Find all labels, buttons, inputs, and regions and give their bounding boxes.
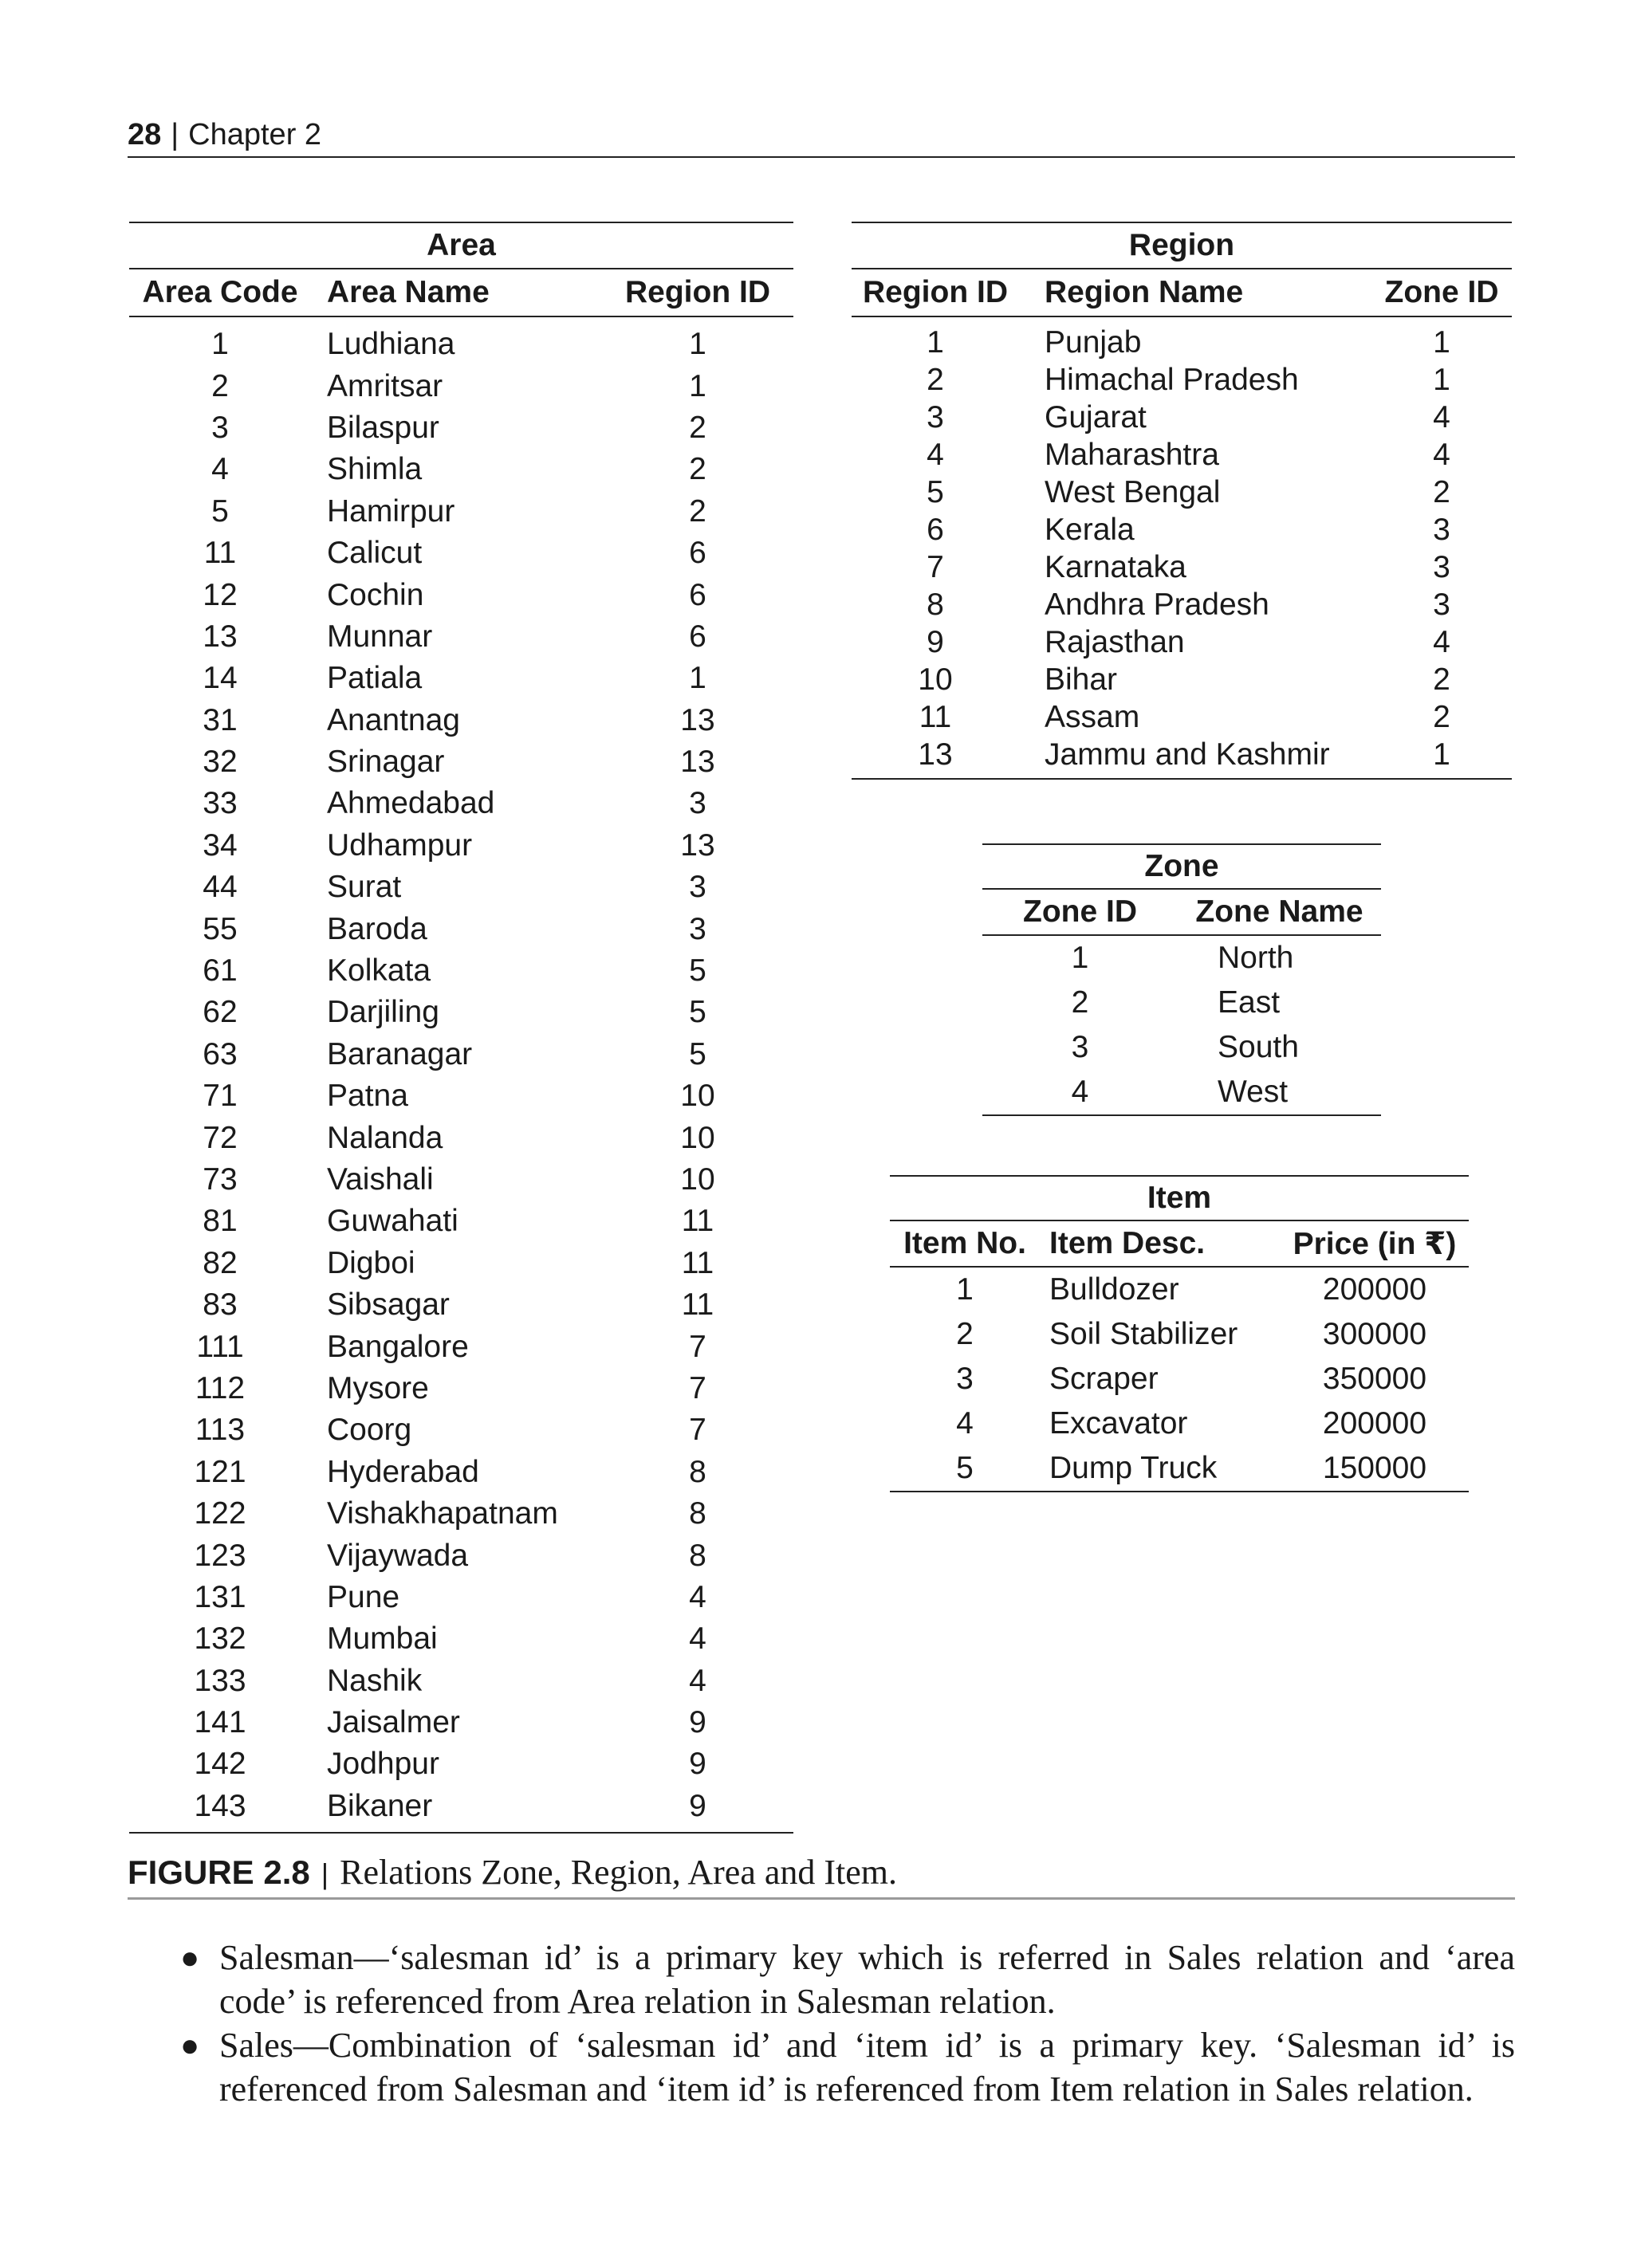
table-cell: 4 [1433,399,1450,434]
table-cell: 2 [1433,662,1450,697]
table-cell: 143 [129,1786,311,1833]
page-number: 28 [128,118,162,151]
table-row [982,1025,1381,1070]
table-row [129,825,793,867]
table-cell: West Bengal [1045,474,1221,509]
table-cell: 113 [195,1413,246,1448]
table-cell: 1 [1371,736,1512,779]
table-cell: 2 [1071,985,1089,1020]
table-cell: South [1218,1030,1299,1064]
table-cell: Mysore [327,1370,429,1405]
table-cell: 112 [195,1370,246,1405]
table-cell: Andhra Pradesh [1045,587,1269,622]
table-row [890,1357,1469,1401]
table-cell: 1 [211,327,229,362]
table-cell: 7 [689,1329,706,1364]
list-item-text: Salesman—‘salesman id’ is a primary key which is referred in Sales relation and ‘area code’ is referenced from Area relation in Salesman relation. [219,1938,1515,2021]
table-cell: 10 [680,1079,715,1114]
table-cell: Ludhiana [327,327,455,362]
table-cell: 2 [689,493,706,529]
table-cell: 122 [194,1496,246,1531]
table-cell: 141 [194,1705,246,1740]
table-cell: Kolkata [327,953,431,989]
table-cell: Munnar [327,619,433,654]
table-cell: 3 [689,870,706,905]
table-cell: 1 [689,368,706,403]
table-cell: 4 [956,1406,974,1441]
table-cell: 8 [689,1496,706,1531]
table-cell: Bilaspur [327,410,439,445]
item-table-caption: Item [890,1176,1469,1220]
table-cell: 10 [680,1162,715,1197]
table-cell: 72 [203,1120,238,1155]
table-cell: 73 [203,1162,238,1197]
table-row [852,511,1512,548]
region-table [852,222,1512,780]
table-row [852,436,1512,474]
table-cell: Scraper [1049,1362,1159,1396]
table-cell: Baranagar [327,1036,473,1071]
table-cell: 3 [1433,549,1450,584]
table-row [852,661,1512,698]
table-cell: 11 [681,1245,714,1280]
page-header [128,113,1515,158]
table-cell: 7 [689,1413,706,1448]
column-header: Zone Name [1178,889,1381,935]
table-cell: 3 [927,399,944,434]
table-cell: 4 [1433,437,1450,472]
table-row [129,449,793,490]
zone-table-caption: Zone [982,844,1381,889]
table-row [129,1452,793,1493]
table-cell: 12 [203,577,238,612]
list-item [128,1936,1515,2023]
table-cell: 6 [927,512,944,547]
table-cell: Udhampur [327,827,473,863]
table-row [129,908,793,949]
table-cell: 123 [194,1538,246,1573]
table-cell: Karnataka [1045,549,1186,584]
table-cell: Excavator [1049,1406,1188,1441]
list-item [128,2023,1515,2111]
table-row [129,365,793,407]
table-row [852,361,1512,399]
column-header: Region ID [602,269,793,316]
table-cell: 6 [689,619,706,654]
table-cell: 82 [203,1245,238,1280]
table-cell: 14 [203,661,238,696]
table-cell: 10 [918,662,953,697]
table-cell: 2 [1433,699,1450,734]
table-cell: Jodhpur [327,1747,439,1782]
table-cell: Vijaywada [327,1538,469,1573]
table-row [129,533,793,574]
table-cell: 2 [956,1317,974,1351]
table-row [852,548,1512,586]
table-cell: Digboi [327,1245,415,1280]
table-cell: 3 [1433,587,1450,622]
table-cell: Himachal Pradesh [1045,362,1299,397]
table-row [129,1075,793,1117]
chapter-title: Chapter 2 [188,118,322,151]
table-row [129,783,793,824]
table-row [129,992,793,1033]
table-cell: 6 [689,536,706,571]
table-cell: 3 [956,1362,974,1396]
table-cell: Sibsagar [327,1287,450,1323]
table-row [129,1535,793,1576]
region-table-caption: Region [852,222,1512,269]
table-row [852,623,1512,661]
table-cell: Patna [327,1079,408,1114]
area-table-caption: Area [129,222,793,269]
table-cell: 1 [1433,362,1450,397]
figure-text: Relations Zone, Region, Area and Item. [340,1853,898,1892]
table-row [129,1577,793,1618]
table-cell: 31 [203,702,238,737]
table-cell: 1 [1071,941,1089,975]
table-cell: 4 [927,437,944,472]
column-header: Area Name [311,269,602,316]
table-cell: 4 [982,1070,1178,1115]
header-separator: | [171,118,179,151]
table-row [129,1034,793,1075]
column-header: Region ID [852,269,1019,316]
table-row [890,1401,1469,1446]
table-row [129,1702,793,1743]
table-cell: Bihar [1045,662,1118,697]
table-cell: 3 [689,786,706,821]
table-cell: 11 [919,699,952,734]
table-cell: 71 [203,1079,238,1114]
table-cell: 150000 [1281,1446,1469,1492]
table-row [129,1243,793,1284]
table-row [852,586,1512,623]
table-cell: 1 [1433,324,1450,360]
table-cell: 32 [203,745,238,780]
table-cell: 1 [689,661,706,696]
table-cell: 1 [956,1272,974,1307]
table-cell: Gujarat [1045,399,1147,434]
table-cell: 11 [203,536,237,571]
table-cell: 2 [689,452,706,487]
table-cell: Coorg [327,1413,412,1448]
table-cell: Nalanda [327,1120,443,1155]
table-cell: 350000 [1322,1362,1427,1396]
table-row [129,1743,793,1785]
table-cell: Ahmedabad [327,786,495,821]
table-cell: 4 [1433,624,1450,659]
table-cell: 62 [203,995,238,1030]
table-cell: Mumbai [327,1621,438,1657]
table-row [982,1070,1381,1115]
table-cell: Bulldozer [1049,1272,1179,1307]
table-cell: 1 [927,324,944,360]
table-cell: Srinagar [327,745,445,780]
table-cell: Patiala [327,661,423,696]
list-item-text: Sales—Combination of ‘salesman id’ and ‘item id’ is a primary key. ‘Salesman id’ is referenced from Salesman and ‘item id’ is referenced from Item relation in Sales relation. [219,2026,1515,2109]
table-row [129,1284,793,1326]
table-cell: 44 [203,870,238,905]
table-row [852,698,1512,736]
bullet-list [128,1936,1515,2111]
table-row [129,616,793,658]
table-cell: 55 [203,911,238,946]
table-cell: Surat [327,870,402,905]
table-cell: Darjiling [327,995,439,1030]
table-cell: 5 [211,493,229,529]
column-header: Region Name [1019,269,1371,316]
table-cell: 133 [194,1663,246,1698]
table-cell: Maharashtra [1045,437,1219,472]
table-row [129,700,793,741]
table-cell: Cochin [327,577,424,612]
table-cell: 111 [196,1329,244,1364]
table-cell: Pune [327,1579,400,1614]
table-row [852,399,1512,436]
table-cell: Jaisalmer [327,1705,460,1740]
table-row [129,407,793,449]
table-cell: Guwahati [327,1204,458,1239]
table-cell: 11 [681,1204,714,1239]
zone-table [982,843,1381,1116]
table-cell: Punjab [1045,324,1142,360]
table-cell: 9 [927,624,944,659]
table-row [129,1117,793,1158]
table-cell: 7 [689,1370,706,1405]
table-row [129,1661,793,1702]
table-cell: 9 [602,1786,793,1833]
table-cell: 9 [689,1747,706,1782]
table-row [129,741,793,783]
table-row [852,474,1512,511]
table-row [982,981,1381,1025]
table-cell: 5 [927,474,944,509]
table-row [129,1368,793,1409]
table-cell: 3 [1071,1030,1089,1064]
table-row [129,867,793,908]
table-row [129,1201,793,1242]
table-cell: 132 [194,1621,246,1657]
table-cell: 8 [689,1454,706,1489]
table-cell: 5 [689,953,706,989]
column-header: Item No. [890,1220,1040,1267]
table-cell: 3 [689,911,706,946]
table-cell: Bangalore [327,1329,469,1364]
table-cell: 300000 [1322,1317,1427,1351]
table-row [890,1446,1469,1492]
table-row [129,658,793,699]
column-header: Zone ID [982,889,1178,935]
table-cell: Dump Truck [1040,1446,1281,1492]
table-cell: 4 [689,1621,706,1657]
table-cell: Bikaner [311,1786,602,1833]
table-cell: 8 [689,1538,706,1573]
table-cell: Kerala [1045,512,1135,547]
table-cell: Hamirpur [327,493,455,529]
bullet-icon: ● [180,1940,200,1975]
bullet-icon: ● [180,2027,200,2063]
table-row [129,950,793,992]
table-cell: 2 [927,362,944,397]
table-row [890,1267,1469,1312]
column-header: Price (in ₹) [1281,1220,1469,1267]
table-cell: 11 [681,1287,714,1323]
table-row [982,935,1381,981]
table-cell: 131 [194,1579,246,1614]
area-table [129,222,793,1834]
table-cell: Jammu and Kashmir [1019,736,1371,779]
table-cell: Assam [1045,699,1140,734]
table-cell: 5 [689,1036,706,1071]
table-cell: 3 [1433,512,1450,547]
table-cell: 33 [203,786,238,821]
table-row [129,1409,793,1451]
column-header: Area Code [129,269,311,316]
table-row [852,736,1512,779]
figure-caption [128,1848,1515,1900]
table-cell: Amritsar [327,368,443,403]
table-cell: 4 [211,452,229,487]
table-cell: 200000 [1322,1272,1427,1307]
table-row [129,1326,793,1367]
table-row [890,1312,1469,1357]
table-cell: 9 [689,1705,706,1740]
table-cell: 13 [680,702,715,737]
table-row [852,316,1512,361]
item-table [890,1175,1469,1492]
table-cell: Hyderabad [327,1454,479,1489]
table-cell: Vishakhapatnam [327,1496,558,1531]
table-cell: 13 [203,619,238,654]
table-row [129,1159,793,1201]
table-cell: Calicut [327,536,423,571]
table-cell: 6 [689,577,706,612]
table-row [129,491,793,533]
table-row [129,316,793,365]
table-cell: Vaishali [327,1162,434,1197]
table-cell: 83 [203,1287,238,1323]
table-cell: 7 [927,549,944,584]
table-cell: East [1218,985,1281,1020]
table-cell: Nashik [327,1663,423,1698]
table-cell: North [1218,941,1294,975]
table-cell: 142 [194,1747,246,1782]
column-header: Item Desc. [1040,1220,1281,1267]
table-cell: 81 [203,1204,238,1239]
table-cell: Rajasthan [1045,624,1185,659]
table-cell: 200000 [1322,1406,1427,1441]
table-cell: Anantnag [327,702,460,737]
table-cell: 121 [194,1454,246,1489]
table-cell: 2 [689,410,706,445]
table-row [129,1618,793,1660]
table-cell: 34 [203,827,238,863]
table-cell: 2 [1433,474,1450,509]
table-cell: 13 [680,827,715,863]
table-cell: 4 [689,1663,706,1698]
table-cell: 63 [203,1036,238,1071]
table-row [129,1786,793,1833]
table-cell: 61 [203,953,238,989]
table-cell: 4 [689,1579,706,1614]
table-cell: West [1178,1070,1381,1115]
table-cell: Baroda [327,911,427,946]
table-cell: 10 [680,1120,715,1155]
figure-separator: | [321,1857,329,1890]
table-cell: 3 [211,410,229,445]
column-header: Zone ID [1371,269,1512,316]
table-cell: 2 [211,368,229,403]
table-cell: 5 [689,995,706,1030]
table-cell: 1 [689,327,706,362]
table-row [129,574,793,615]
table-row [129,1493,793,1535]
table-cell: 8 [927,587,944,622]
table-cell: 5 [890,1446,1040,1492]
figure-label: FIGURE 2.8 [128,1853,310,1891]
table-cell: 13 [680,745,715,780]
table-cell: Shimla [327,452,423,487]
table-cell: Soil Stabilizer [1049,1317,1238,1351]
table-cell: 13 [852,736,1019,779]
